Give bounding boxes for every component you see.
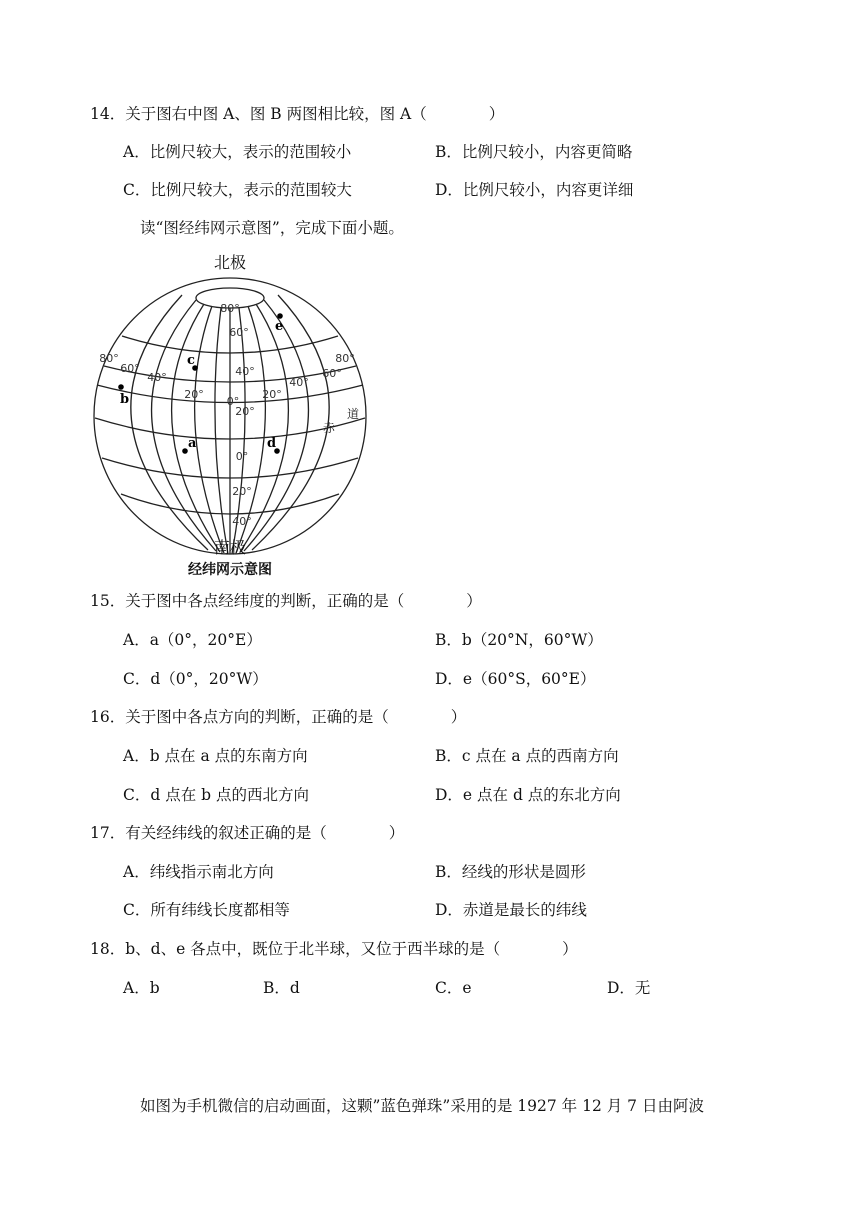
q15-option-b: B．b（20°N，60°W） xyxy=(435,631,603,649)
lat-label-40s: 40° xyxy=(232,515,252,528)
q16-option-d: D．e 点在 d 点的东北方向 xyxy=(435,786,621,804)
q16-stem: 16．关于图中各点方向的判断，正确的是（ ） xyxy=(90,708,467,726)
lon-label-60w: 60° xyxy=(120,362,140,375)
q15-stem: 15．关于图中各点经纬度的判断，正确的是（ ） xyxy=(90,592,482,610)
lat-label-20s: 20° xyxy=(232,485,252,498)
q16-option-a: A．b 点在 a 点的东南方向 xyxy=(123,747,308,765)
meridian-line xyxy=(215,308,228,554)
south-pole-label: 南极 xyxy=(213,538,247,557)
lat-label-80n: 80° xyxy=(220,302,240,315)
lon-label-40w: 40° xyxy=(147,371,167,384)
q14-option-d: D．比例尺较小，内容更详细 xyxy=(435,181,634,199)
point-e-dot xyxy=(277,313,283,319)
figure-caption: 经纬网示意图 xyxy=(188,562,272,578)
q17-option-d: D．赤道是最长的纬线 xyxy=(435,901,587,919)
point-a-dot xyxy=(182,448,188,454)
point-e-label: e xyxy=(275,319,284,334)
point-d-label: d xyxy=(267,436,277,451)
q14-option-c: C．比例尺较大，表示的范围较大 xyxy=(123,181,352,199)
q18-option-b: B．d xyxy=(263,979,300,997)
q15-option-a: A．a（0°，20°E） xyxy=(123,631,262,649)
point-b-dot xyxy=(118,384,124,390)
q17-option-a: A．纬线指示南北方向 xyxy=(123,863,274,881)
point-c-label: c xyxy=(187,353,195,368)
lat-label-60n: 60° xyxy=(229,326,249,339)
lon-label-0: 0° xyxy=(226,395,240,408)
q18-option-a: A．b xyxy=(123,979,160,997)
lon-label-60e: 60° xyxy=(322,367,342,380)
q17-option-b: B．经线的形状是圆形 xyxy=(435,863,586,881)
lon-label-80w: 80° xyxy=(99,352,119,365)
globe-figure xyxy=(88,248,378,578)
equator-label-char-1: 赤 xyxy=(323,421,336,435)
q14-option-a: A．比例尺较大，表示的范围较小 xyxy=(123,143,352,161)
lon-label-20w: 20° xyxy=(184,388,204,401)
lat-label-40n: 40° xyxy=(235,365,255,378)
q18-option-c: C．e xyxy=(435,979,472,997)
q16-option-c: C．d 点在 b 点的西北方向 xyxy=(123,786,309,804)
q17-option-c: C．所有纬线长度都相等 xyxy=(123,901,290,919)
lon-label-20e: 20° xyxy=(262,388,282,401)
globe-diagram xyxy=(88,248,378,578)
q14-stem: 14．关于图右中图 A、图 B 两图相比较，图 A（ ） xyxy=(90,105,505,123)
q17-stem: 17．有关经纬线的叙述正确的是（ ） xyxy=(90,824,405,842)
lon-label-40e: 40° xyxy=(289,376,309,389)
q18-stem: 18．b、d、e 各点中，既位于北半球，又位于西半球的是（ ） xyxy=(90,940,578,958)
equator-label-char-2: 道 xyxy=(347,407,360,421)
q18-option-d: D．无 xyxy=(607,979,651,997)
q15-option-d: D．e（60°S，60°E） xyxy=(435,670,596,688)
figure-intro: 读“图经纬网示意图”，完成下面小题。 xyxy=(140,219,404,237)
lon-label-80e: 80° xyxy=(335,352,355,365)
lat-label-20n: 20° xyxy=(235,405,255,418)
q15-option-c: C．d（0°，20°W） xyxy=(123,670,268,688)
next-passage-text: 如图为手机微信的启动画面，这颗”蓝色弹珠”采用的是 1927 年 12 月 7 日由阿波 xyxy=(140,1097,704,1115)
point-a-label: a xyxy=(188,436,197,451)
point-b-label: b xyxy=(120,392,130,407)
q14-option-b: B．比例尺较小，内容更简略 xyxy=(435,143,633,161)
north-pole-label: 北极 xyxy=(213,253,247,272)
q16-option-b: B．c 点在 a 点的西南方向 xyxy=(435,747,619,765)
lat-label-0: 0° xyxy=(235,450,249,463)
